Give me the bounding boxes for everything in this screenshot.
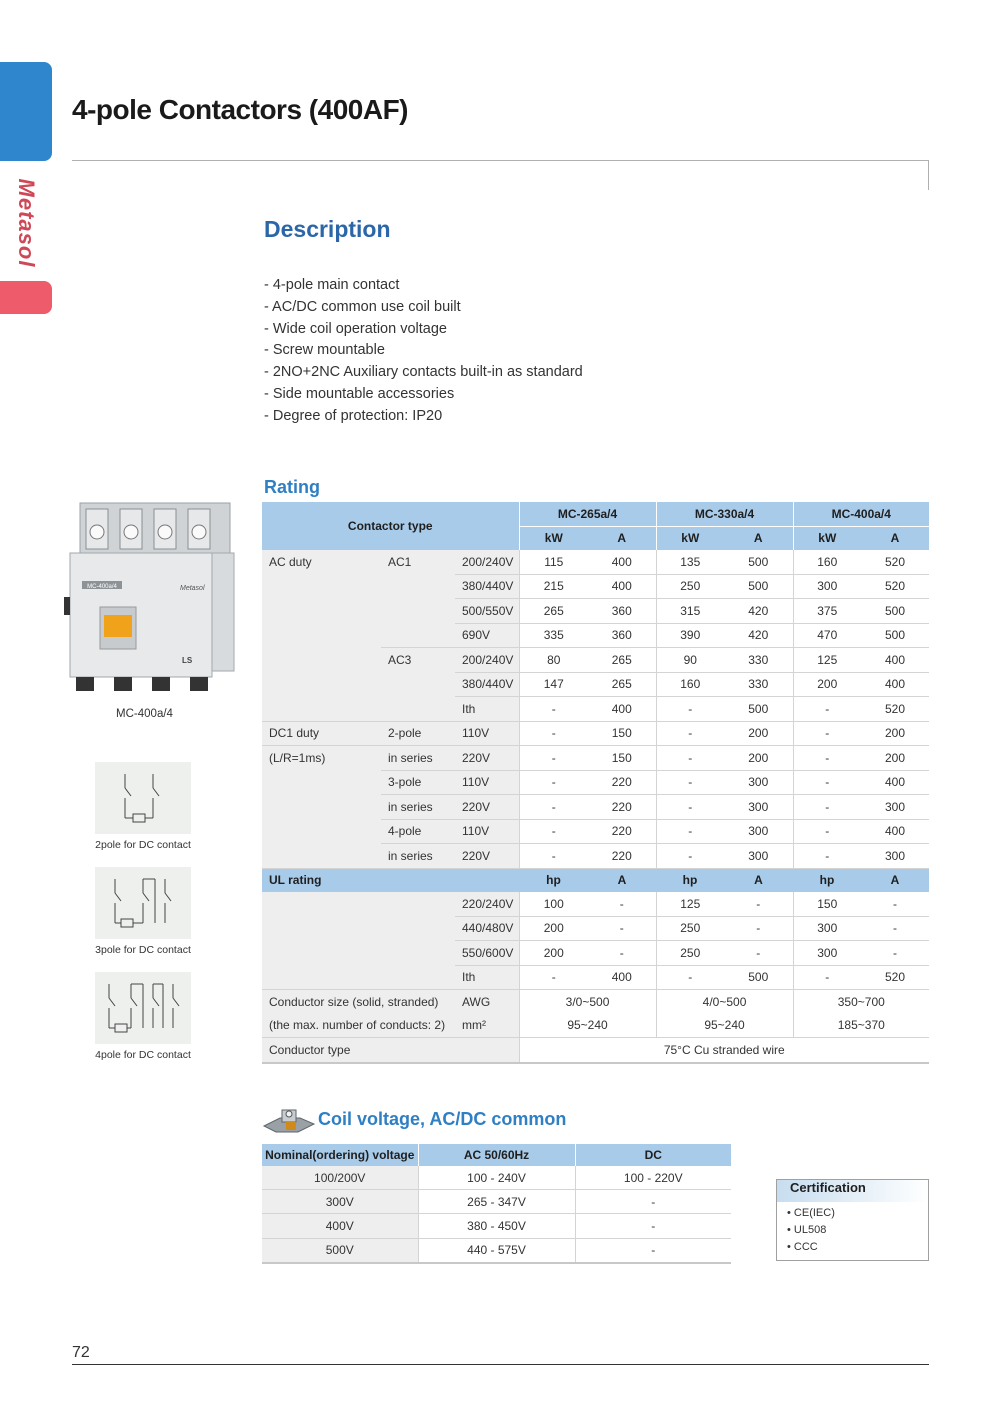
description-item: - 2NO+2NC Auxiliary contacts built-in as standard bbox=[264, 364, 583, 381]
value-cell: 265 bbox=[588, 648, 656, 673]
model-header: MC-330a/4 bbox=[656, 502, 793, 526]
value-cell: 185~370 bbox=[793, 1014, 929, 1038]
value-cell: 115 bbox=[519, 550, 588, 574]
voltage-cell: 380/440V bbox=[455, 574, 519, 599]
series-label: in series bbox=[381, 844, 455, 869]
dc1-duty-sublabel: (L/R=1ms) bbox=[262, 746, 381, 869]
unit-header: A bbox=[588, 868, 656, 892]
table-cell: 440 - 575V bbox=[418, 1238, 575, 1263]
value-cell: 315 bbox=[656, 599, 724, 624]
model-header: MC-265a/4 bbox=[519, 502, 656, 526]
table-cell: 300V bbox=[262, 1190, 418, 1214]
voltage-cell: 200/240V bbox=[455, 648, 519, 673]
table-row bbox=[262, 550, 929, 574]
ac3-label: AC3 bbox=[381, 648, 455, 722]
table-cell: 265 - 347V bbox=[418, 1190, 575, 1214]
value-cell: - bbox=[519, 965, 588, 990]
pole-label: 4-pole bbox=[381, 819, 455, 844]
value-cell: - bbox=[861, 941, 929, 966]
value-cell: - bbox=[793, 965, 861, 990]
circuit-diagram-2pole bbox=[95, 762, 191, 834]
value-cell: - bbox=[861, 892, 929, 916]
value-cell: - bbox=[519, 746, 588, 771]
product-label-plate: MC-400a/4 bbox=[87, 584, 117, 590]
unit-header: kW bbox=[519, 526, 588, 550]
value-cell: 250 bbox=[656, 941, 724, 966]
column-header: Nominal(ordering) voltage bbox=[262, 1144, 418, 1166]
value-cell: 520 bbox=[861, 574, 929, 599]
value-cell: 470 bbox=[793, 623, 861, 648]
value-cell: 300 bbox=[724, 770, 793, 795]
certification-title: Certification bbox=[777, 1180, 928, 1202]
value-cell: - bbox=[656, 746, 724, 771]
voltage-cell: 200/240V bbox=[455, 550, 519, 574]
table-cell: 100 - 220V bbox=[575, 1166, 731, 1190]
table-cell: - bbox=[575, 1190, 731, 1214]
column-header: DC bbox=[575, 1144, 731, 1166]
table-row bbox=[262, 746, 929, 771]
value-cell: 400 bbox=[861, 648, 929, 673]
unit-header: kW bbox=[793, 526, 861, 550]
table-row bbox=[262, 1014, 929, 1038]
diagram-3pole-caption: 3pole for DC contact bbox=[95, 944, 191, 956]
value-cell: - bbox=[519, 795, 588, 820]
value-cell: 250 bbox=[656, 574, 724, 599]
value-cell: 300 bbox=[861, 844, 929, 869]
page-number: 72 bbox=[72, 1344, 90, 1361]
value-cell: 300 bbox=[724, 819, 793, 844]
value-cell: 500 bbox=[861, 623, 929, 648]
table-cell: 100 - 240V bbox=[418, 1166, 575, 1190]
value-cell: 335 bbox=[519, 623, 588, 648]
voltage-cell: 440/480V bbox=[455, 916, 519, 941]
model-header: MC-400a/4 bbox=[793, 502, 929, 526]
value-cell: 250 bbox=[656, 916, 724, 941]
value-cell: 200 bbox=[724, 746, 793, 771]
description-item: - Wide coil operation voltage bbox=[264, 320, 447, 337]
value-cell: - bbox=[656, 697, 724, 722]
value-cell: 500 bbox=[724, 574, 793, 599]
value-cell: 80 bbox=[519, 648, 588, 673]
table-row bbox=[262, 721, 929, 746]
value-cell: - bbox=[793, 819, 861, 844]
value-cell: 330 bbox=[724, 648, 793, 673]
voltage-cell: 220/240V bbox=[455, 892, 519, 916]
table-row bbox=[262, 892, 929, 916]
pole-label: 2-pole bbox=[381, 721, 455, 746]
value-cell: 350~700 bbox=[793, 990, 929, 1014]
table-row bbox=[262, 990, 929, 1014]
value-cell: 200 bbox=[861, 721, 929, 746]
certification-item: • UL508 bbox=[787, 1224, 827, 1236]
value-cell: 125 bbox=[656, 892, 724, 916]
series-label: in series bbox=[381, 746, 455, 771]
ul-blank-cell bbox=[262, 892, 455, 990]
unit-header: hp bbox=[793, 868, 861, 892]
value-cell: 500 bbox=[724, 550, 793, 574]
value-cell: 100 bbox=[519, 892, 588, 916]
value-cell: 300 bbox=[793, 941, 861, 966]
unit-header: kW bbox=[656, 526, 724, 550]
value-cell: 500 bbox=[724, 965, 793, 990]
voltage-cell: 380/440V bbox=[455, 672, 519, 697]
value-cell: 200 bbox=[519, 941, 588, 966]
table-row bbox=[262, 1038, 929, 1063]
description-heading: Description bbox=[264, 216, 391, 242]
value-cell: - bbox=[793, 844, 861, 869]
value-cell: 3/0~500 bbox=[519, 990, 656, 1014]
unit-header: A bbox=[861, 526, 929, 550]
product-logo: LS bbox=[182, 656, 193, 665]
value-cell: 400 bbox=[861, 672, 929, 697]
value-cell: - bbox=[724, 892, 793, 916]
value-cell: - bbox=[793, 746, 861, 771]
value-cell: 150 bbox=[588, 721, 656, 746]
contactor-type-header: Contactor type bbox=[262, 502, 519, 550]
value-cell: 135 bbox=[656, 550, 724, 574]
value-cell: 4/0~500 bbox=[656, 990, 793, 1014]
unit-header: A bbox=[724, 868, 793, 892]
table-cell: - bbox=[575, 1214, 731, 1238]
side-tab-red bbox=[0, 281, 52, 314]
value-cell: 220 bbox=[588, 795, 656, 820]
description-item: - Side mountable accessories bbox=[264, 385, 455, 402]
value-cell: 360 bbox=[588, 599, 656, 624]
value-cell: - bbox=[793, 770, 861, 795]
value-cell: 400 bbox=[588, 574, 656, 599]
voltage-cell: 500/550V bbox=[455, 599, 519, 624]
conductor-type-value: 75°C Cu stranded wire bbox=[519, 1038, 929, 1063]
value-cell: 150 bbox=[793, 892, 861, 916]
value-cell: - bbox=[519, 819, 588, 844]
unit-cell: mm² bbox=[455, 1014, 519, 1038]
value-cell: 400 bbox=[588, 965, 656, 990]
certification-item: • CCC bbox=[787, 1241, 818, 1253]
voltage-cell: 110V bbox=[455, 819, 519, 844]
coil-voltage-table bbox=[262, 1144, 731, 1264]
value-cell: 520 bbox=[861, 550, 929, 574]
title-divider bbox=[72, 160, 929, 161]
voltage-cell: Ith bbox=[455, 965, 519, 990]
value-cell: - bbox=[656, 795, 724, 820]
voltage-cell: 550/600V bbox=[455, 941, 519, 966]
description-item: - Screw mountable bbox=[264, 342, 385, 359]
ac1-label: AC1 bbox=[381, 550, 455, 648]
unit-header: A bbox=[588, 526, 656, 550]
table-row bbox=[262, 1214, 731, 1238]
unit-header: A bbox=[861, 868, 929, 892]
value-cell: - bbox=[656, 844, 724, 869]
product-brand-mark: Metasol bbox=[180, 585, 205, 592]
voltage-cell: 690V bbox=[455, 623, 519, 648]
table-cell: 400V bbox=[262, 1214, 418, 1238]
value-cell: - bbox=[588, 892, 656, 916]
value-cell: 300 bbox=[861, 795, 929, 820]
value-cell: - bbox=[724, 941, 793, 966]
value-cell: 360 bbox=[588, 623, 656, 648]
value-cell: - bbox=[656, 819, 724, 844]
value-cell: 400 bbox=[861, 819, 929, 844]
coil-icon bbox=[262, 1104, 316, 1138]
value-cell: 200 bbox=[861, 746, 929, 771]
unit-header: hp bbox=[519, 868, 588, 892]
unit-header: hp bbox=[656, 868, 724, 892]
table-row bbox=[262, 1238, 731, 1263]
value-cell: 500 bbox=[861, 599, 929, 624]
value-cell: 147 bbox=[519, 672, 588, 697]
rating-table bbox=[262, 502, 929, 1064]
diagram-3pole bbox=[95, 867, 191, 939]
table-cell: 500V bbox=[262, 1238, 418, 1263]
column-header: AC 50/60Hz bbox=[418, 1144, 575, 1166]
value-cell: 300 bbox=[724, 795, 793, 820]
value-cell: 160 bbox=[656, 672, 724, 697]
value-cell: - bbox=[519, 844, 588, 869]
value-cell: - bbox=[656, 965, 724, 990]
product-caption: MC-400a/4 bbox=[116, 708, 173, 720]
value-cell: - bbox=[793, 795, 861, 820]
value-cell: 300 bbox=[724, 844, 793, 869]
voltage-cell: Ith bbox=[455, 697, 519, 722]
value-cell: - bbox=[656, 721, 724, 746]
voltage-cell: 110V bbox=[455, 721, 519, 746]
value-cell: - bbox=[588, 916, 656, 941]
unit-cell: AWG bbox=[455, 990, 519, 1014]
table-cell: - bbox=[575, 1238, 731, 1263]
certification-list bbox=[777, 1205, 928, 1256]
table-row bbox=[262, 1166, 731, 1190]
conductor-size-label: Conductor size (solid, stranded) bbox=[262, 990, 455, 1014]
description-item: - AC/DC common use coil built bbox=[264, 298, 461, 315]
value-cell: 200 bbox=[724, 721, 793, 746]
value-cell: 330 bbox=[724, 672, 793, 697]
value-cell: 420 bbox=[724, 599, 793, 624]
value-cell: 200 bbox=[519, 916, 588, 941]
diagram-4pole bbox=[95, 972, 191, 1044]
table-cell: 380 - 450V bbox=[418, 1214, 575, 1238]
value-cell: 90 bbox=[656, 648, 724, 673]
diagram-4pole-caption: 4pole for DC contact bbox=[95, 1049, 191, 1061]
value-cell: 500 bbox=[724, 697, 793, 722]
value-cell: 400 bbox=[588, 697, 656, 722]
value-cell: 390 bbox=[656, 623, 724, 648]
circuit-diagram-4pole bbox=[95, 972, 191, 1044]
pole-label: 3-pole bbox=[381, 770, 455, 795]
voltage-cell: 220V bbox=[455, 746, 519, 771]
circuit-diagram-3pole bbox=[95, 867, 191, 939]
side-brand-label: Metasol bbox=[14, 178, 39, 268]
voltage-cell: 220V bbox=[455, 844, 519, 869]
certification-box bbox=[776, 1179, 929, 1261]
footer-divider bbox=[72, 1364, 929, 1365]
value-cell: - bbox=[793, 697, 861, 722]
rating-heading: Rating bbox=[264, 477, 320, 497]
series-label: in series bbox=[381, 795, 455, 820]
table-cell: 100/200V bbox=[262, 1166, 418, 1190]
value-cell: 150 bbox=[588, 746, 656, 771]
value-cell: 400 bbox=[861, 770, 929, 795]
description-item: - Degree of protection: IP20 bbox=[264, 407, 443, 424]
coil-voltage-heading: Coil voltage, AC/DC common bbox=[318, 1109, 567, 1129]
value-cell: - bbox=[519, 721, 588, 746]
conductor-type-label: Conductor type bbox=[262, 1038, 519, 1063]
value-cell: 300 bbox=[793, 574, 861, 599]
value-cell: - bbox=[793, 721, 861, 746]
conductor-size-sublabel: (the max. number of conducts: 2) bbox=[262, 1014, 455, 1038]
value-cell: 520 bbox=[861, 697, 929, 722]
dc1-duty-label: DC1 duty bbox=[262, 721, 381, 746]
ul-rating-row bbox=[262, 868, 929, 892]
value-cell: 265 bbox=[519, 599, 588, 624]
value-cell: 520 bbox=[861, 965, 929, 990]
ac-duty-label: AC duty bbox=[262, 550, 381, 721]
value-cell: 125 bbox=[793, 648, 861, 673]
value-cell: 420 bbox=[724, 623, 793, 648]
description-item: - 4-pole main contact bbox=[264, 277, 400, 293]
value-cell: 265 bbox=[588, 672, 656, 697]
value-cell: 220 bbox=[588, 844, 656, 869]
value-cell: - bbox=[656, 770, 724, 795]
voltage-cell: 110V bbox=[455, 770, 519, 795]
value-cell: - bbox=[519, 697, 588, 722]
value-cell: - bbox=[861, 916, 929, 941]
value-cell: 375 bbox=[793, 599, 861, 624]
value-cell: 160 bbox=[793, 550, 861, 574]
table-row bbox=[262, 1190, 731, 1214]
value-cell: - bbox=[724, 916, 793, 941]
contactor-illustration bbox=[62, 497, 242, 702]
value-cell: 400 bbox=[588, 550, 656, 574]
page-title: 4-pole Contactors (400AF) bbox=[72, 94, 408, 125]
description-list bbox=[264, 275, 583, 428]
product-image bbox=[62, 497, 242, 702]
value-cell: 95~240 bbox=[656, 1014, 793, 1038]
value-cell: 95~240 bbox=[519, 1014, 656, 1038]
value-cell: - bbox=[588, 941, 656, 966]
side-tab-blue bbox=[0, 62, 52, 161]
diagram-2pole-caption: 2pole for DC contact bbox=[95, 839, 191, 851]
unit-header: A bbox=[724, 526, 793, 550]
value-cell: 300 bbox=[793, 916, 861, 941]
certification-item: • CE(IEC) bbox=[787, 1207, 835, 1219]
ul-rating-label: UL rating bbox=[262, 868, 519, 892]
voltage-cell: 220V bbox=[455, 795, 519, 820]
value-cell: 200 bbox=[793, 672, 861, 697]
value-cell: 220 bbox=[588, 819, 656, 844]
diagram-2pole bbox=[95, 762, 191, 834]
title-divider-tick bbox=[928, 160, 929, 190]
value-cell: 220 bbox=[588, 770, 656, 795]
value-cell: - bbox=[519, 770, 588, 795]
value-cell: 215 bbox=[519, 574, 588, 599]
